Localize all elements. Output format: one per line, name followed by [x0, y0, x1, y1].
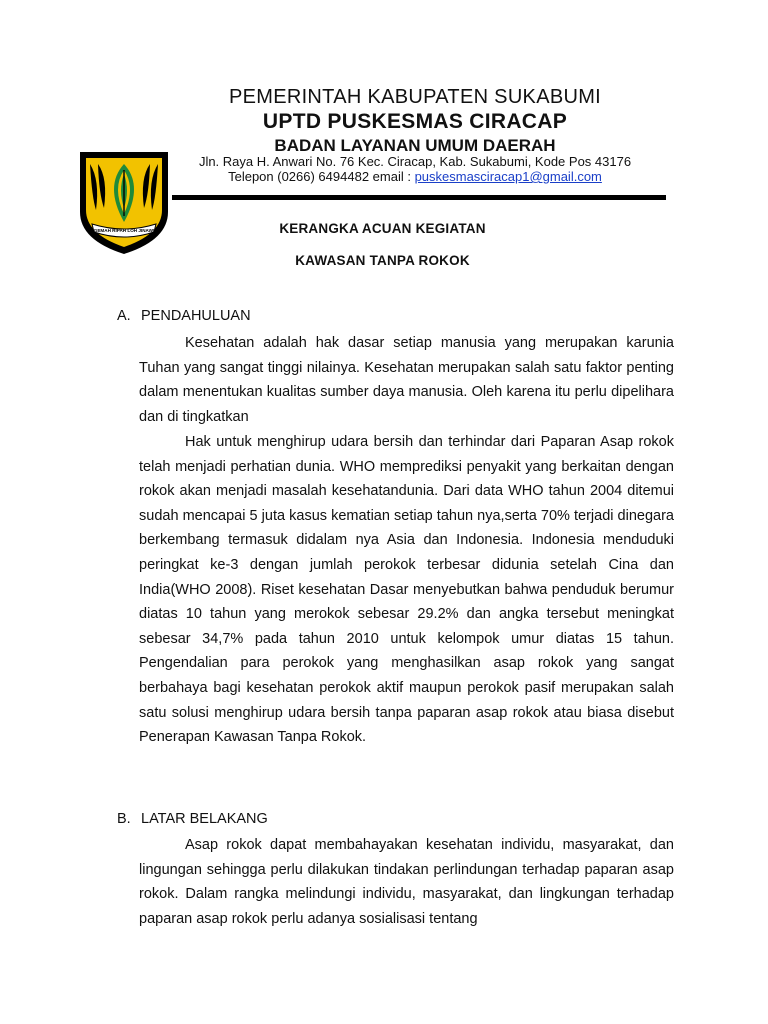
- phone-text: Telepon (0266) 6494482 email :: [228, 169, 415, 184]
- kabupaten-sukabumi-logo: [78, 150, 170, 256]
- section-title: LATAR BELAKANG: [141, 811, 268, 827]
- section-letter: B.: [117, 811, 131, 827]
- svg-text:GEMAH RIPAH LOH JINAWI: GEMAH RIPAH LOH JINAWI: [93, 228, 155, 233]
- agency-name: BADAN LAYANAN UMUM DAERAH: [274, 136, 556, 155]
- section-title: PENDAHULUAN: [141, 308, 251, 324]
- paragraph: Hak untuk menghirup udara bersih dan terhindar dari Paparan Asap rokok telah menjadi perhatian dunia. WHO memprediksi penyakit yang berkaitan dengan rokok akan menjadi masalah kesehatandunia. Dari data WHO tahun 2004 ditemui sudah mencapai 5 juta kasus kematian setiap tahun nya,serta 70% terjadi dinegara berkembang termasuk didalam nya Asia dan Indonesia. Indonesia menduduki peringkat ke-3 dengan jumlah perokok terbesar didunia setelah Cina dan India(WHO 2008). Riset kesehatan Dasar menyebutkan bahwa penduduk berumur diatas 10 tahun yang merokok sebesar 29.2% dan angka tersebut meningkat sebesar 34,7% pada tahun 2010 untuk kelompok umur diatas 15 tahun. Pengendalian para perokok yang menghasilkan asap rokok yang sangat berbahaya bagi kesehatan perokok aktif maupun perokok pasif merupakan salah satu solusi menghirup udara bersih tanpa paparan asap rokok atau biasa disebut Penerapan Kawasan Tanpa Rokok.: [139, 434, 674, 746]
- contact-line: [170, 169, 660, 184]
- institution-name: UPTD PUSKESMAS CIRACAP: [262, 110, 568, 133]
- document-title: KERANGKA ACUAN KEGIATAN: [279, 221, 486, 236]
- paragraph: Kesehatan adalah hak dasar setiap manusia yang merupakan karunia Tuhan yang sangat tinggi nilainya. Kesehatan merupakan salah satu faktor penting dalam menentukan kualitas sumber daya manusia. Oleh karena itu perlu dipelihara dan di tingkatkan: [139, 335, 674, 425]
- section-letter: A.: [117, 308, 131, 324]
- section-heading-pendahuluan: [117, 308, 251, 324]
- email-link[interactable]: puskesmasciracap1@gmail.com: [414, 169, 602, 184]
- government-name: PEMERINTAH KABUPATEN SUKABUMI: [228, 86, 602, 108]
- paragraph: Asap rokok dapat membahayakan kesehatan individu, masyarakat, dan lingungan sehingga perlu dilakukan tindakan perlindungan terhadap paparan asap rokok. Dalam rangka melindungi individu, masyarakat, dan lingkungan terhadap paparan asap rokok perlu adanya sosialisasi tentang: [139, 837, 674, 927]
- section-heading-latar-belakang: [117, 811, 268, 827]
- document-subtitle: KAWASAN TANPA ROKOK: [295, 253, 470, 268]
- address-line: Jln. Raya H. Anwari No. 76 Kec. Ciracap, Kab. Sukabumi, Kode Pos 43176: [198, 154, 632, 169]
- letterhead-divider: [172, 195, 666, 200]
